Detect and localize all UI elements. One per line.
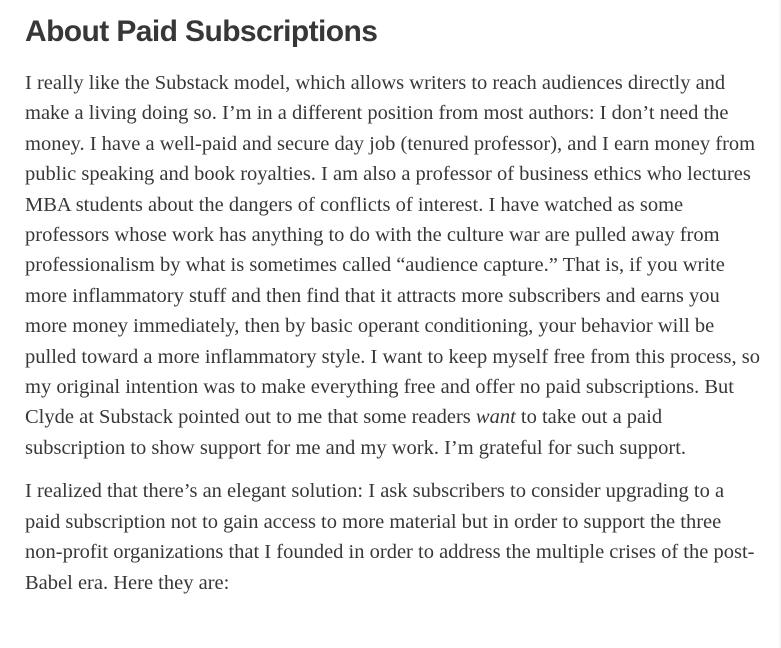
article-body (25, 0, 760, 598)
paragraph-text-continued: to take out a paid subscription to show support for me and my work. I’m grateful for such support. (25, 406, 687, 459)
emphasized-word: want (475, 406, 516, 429)
section-heading: About Paid Subscriptions (25, 15, 378, 48)
paragraph-elegant-solution: I realized that there’s an elegant solution: I ask subscribers to consider upgrading to a paid subscription not to gain access to more material but in order to support the three non-profit organizations that I founded in order to address the multiple crises of the post-Babel era. Here they are: (25, 480, 755, 594)
paragraph-text: I really like the Substack model, which allows writers to reach audiences directly and make a living doing so. I’m in a different position from most authors: I don’t need the money. I have a well-paid and secure day job (tenured professor), and I earn money from public speaking and book royalties. I am also a professor of business ethics who lectures MBA students about the dangers of conflicts of interest. I have watched as some professors whose work has anything to do with the culture war are pulled away from professionalism by what is sometimes called “audience capture.” That is, if you write more inflammatory stuff and then find that it attracts more subscribers and earns you more money immediately, then by basic operant conditioning, your behavior will be pulled toward a more inflammatory style. I want to keep myself free from this process, so my original intention was to make everything free and offer no paid subscriptions. But Clyde at Substack pointed out to me that some readers (25, 72, 760, 429)
paragraph-paid-subscriptions-rationale (25, 68, 760, 463)
